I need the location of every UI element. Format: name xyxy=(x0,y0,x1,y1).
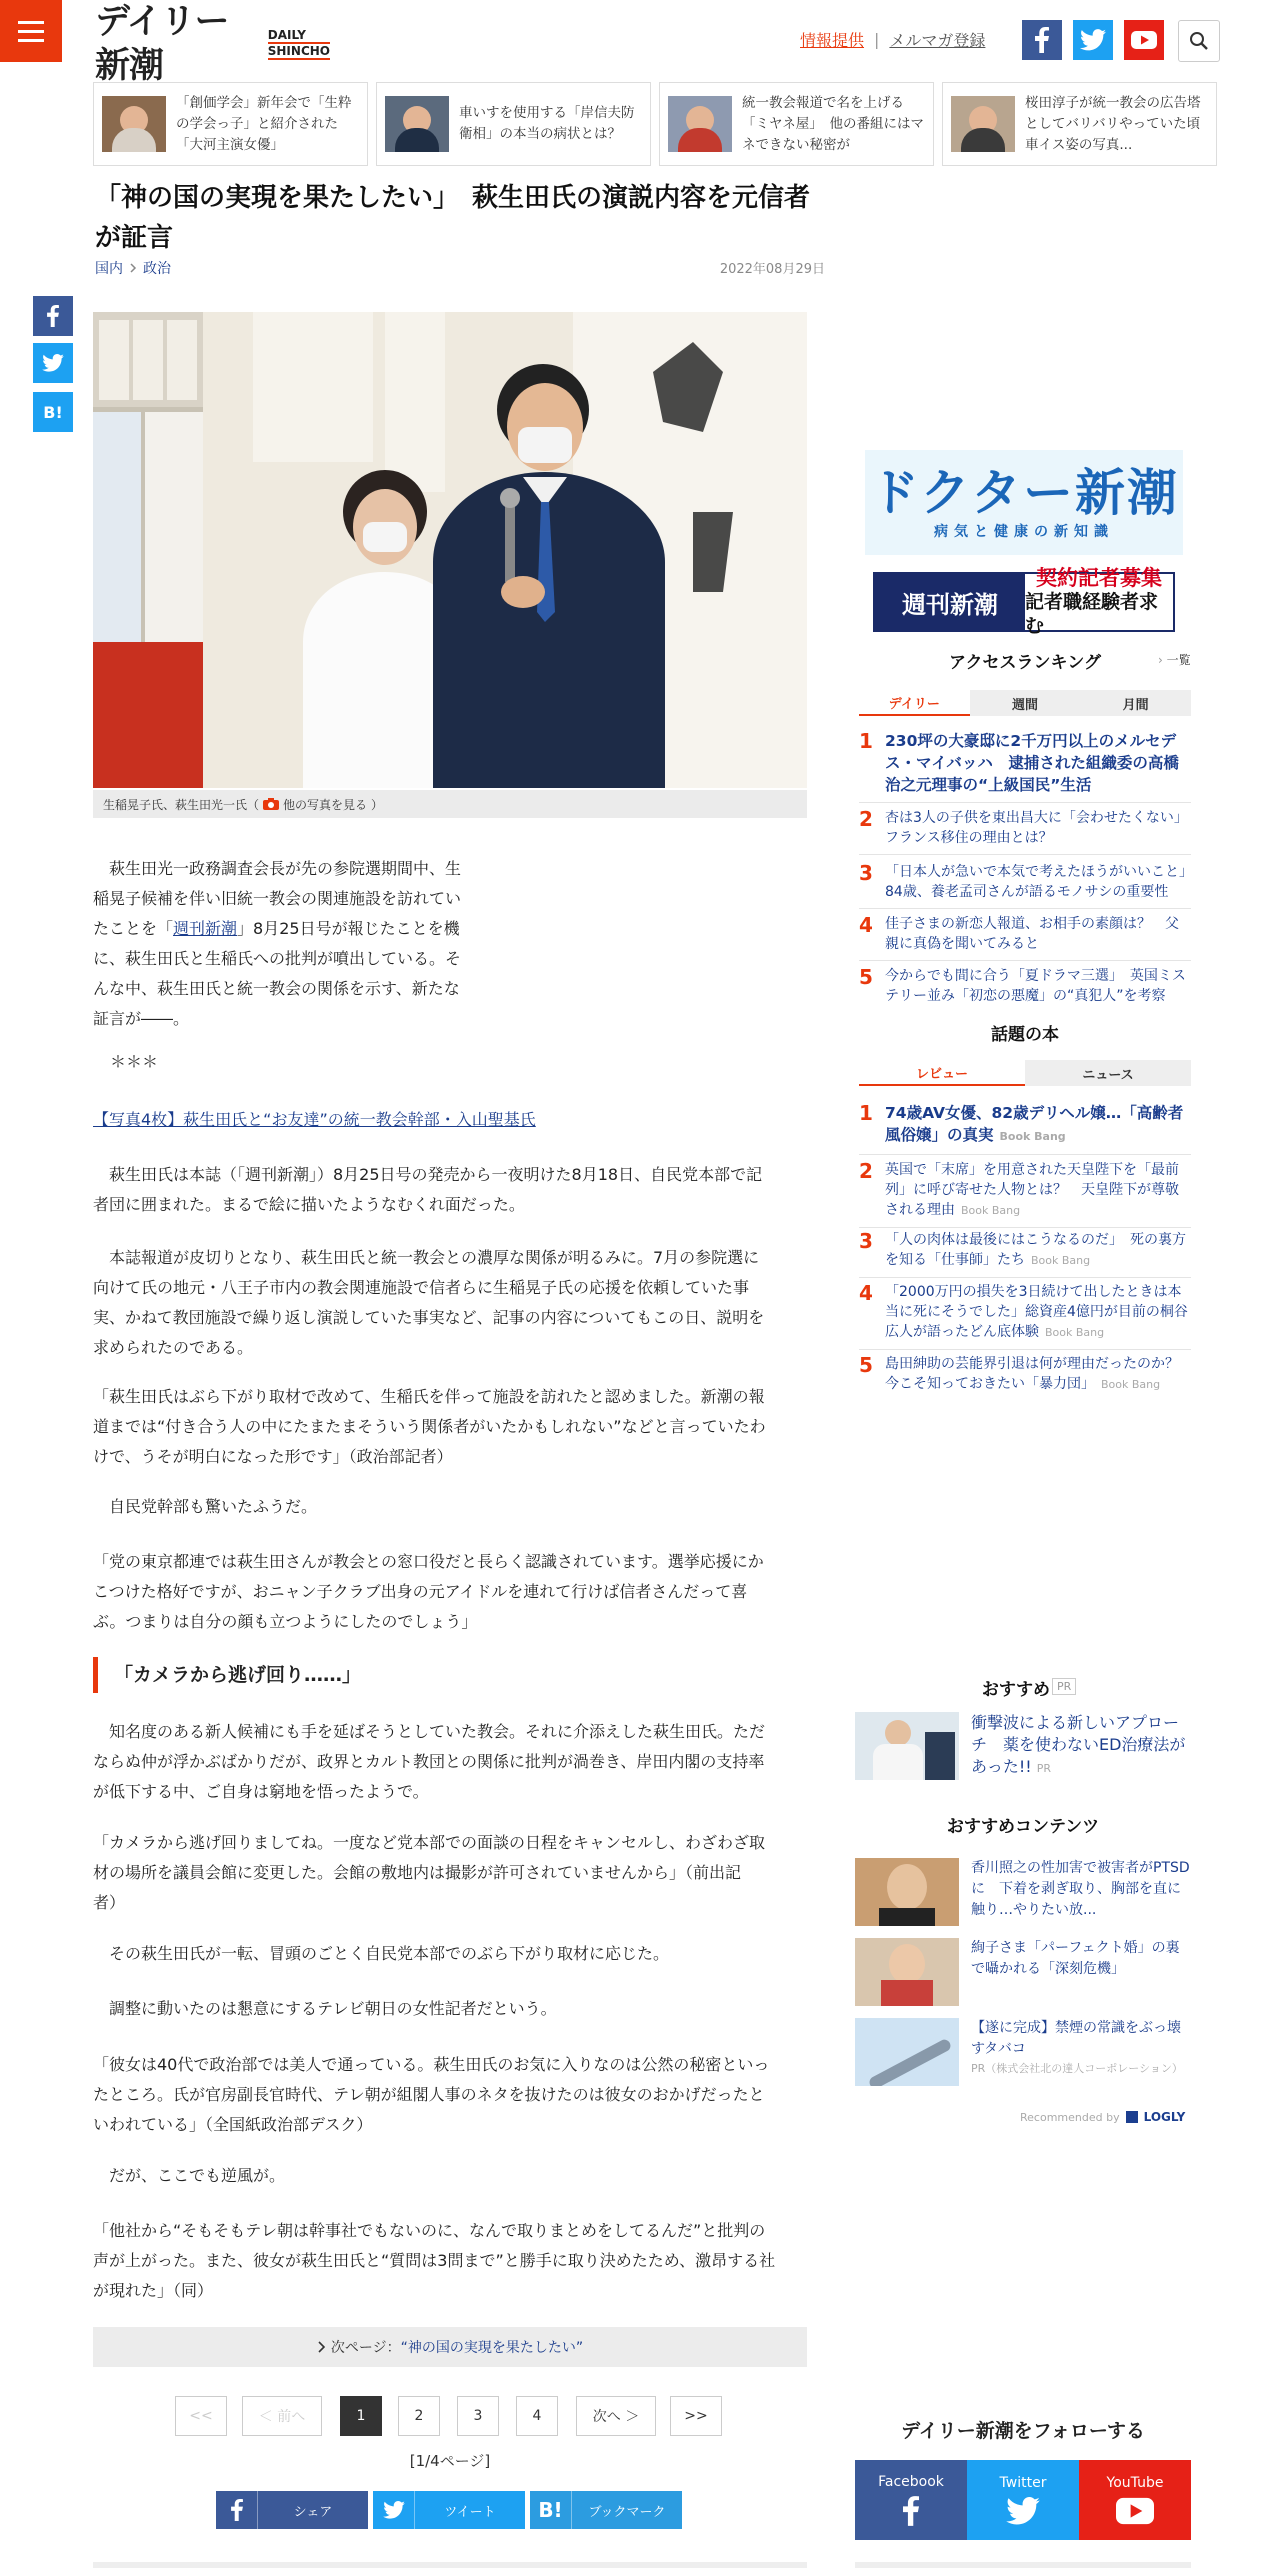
follow-youtube[interactable]: YouTube xyxy=(1079,2460,1191,2540)
ranking-tabs xyxy=(859,690,1191,716)
paragraph: だが、ここでも逆風が。 xyxy=(93,2166,286,2185)
search-icon[interactable] xyxy=(1178,20,1220,62)
pager-page-3[interactable]: 3 xyxy=(457,2396,499,2436)
hatena-bookmark-icon: B! xyxy=(530,2491,572,2529)
paragraph: 知名度のある新人候補にも手を延ばそうとしていた教会。それに介添えした萩生田氏。ただ ならぬ仲が浮かぶばかりだが、政界とカルト教団との関係に批判が渦巻き、岸田内閣の支持率 が低下する中、ご自身は窮地を悟ったようで。 xyxy=(93,1722,766,1801)
topic-item[interactable]: 4 「2000万円の損失を3日続けて出したときは本当に死にそうでした」総資産4億円が目前の桐谷広人が語ったどん底体験 Book Bang xyxy=(859,1282,1191,1350)
more-photos-link[interactable]: 他の写真を見る xyxy=(283,797,368,812)
recruit-banner[interactable]: 週刊新潮 契約記者募集 記者職経験者求む xyxy=(873,572,1175,632)
divider xyxy=(855,2562,1191,2568)
facebook-icon[interactable] xyxy=(1022,20,1062,60)
twitter-share-button[interactable]: ツイート xyxy=(373,2491,525,2529)
pager-page-1[interactable]: 1 xyxy=(340,2396,382,2436)
chevron-right-icon xyxy=(129,263,137,273)
content-thumbnail xyxy=(855,1858,959,1926)
follow-facebook[interactable]: Facebook xyxy=(855,2460,967,2540)
chevron-right-icon xyxy=(317,2341,325,2353)
logo-en: DAILY SHINCHO xyxy=(267,28,330,58)
content-item[interactable]: 【遂に完成】禁煙の常識をぶっ壊すタバコ PR（株式会社北の達人コーポレーション） xyxy=(855,2018,1191,2086)
content-item[interactable]: 絢子さま「パーフェクト婚」の裏で囁かれる「深刻危機」 xyxy=(855,1938,1191,2006)
twitter-share-icon[interactable] xyxy=(33,343,73,383)
related-article-card[interactable] xyxy=(93,82,368,166)
recommended-contents-title: おすすめコンテンツ xyxy=(946,1817,1100,1837)
topic-item[interactable]: 3 「人の肉体は最後にはこうなるのだ」 死の裏方を知る「仕事師」たち Book Bang xyxy=(859,1230,1191,1278)
facebook-share-button[interactable]: シェア xyxy=(216,2491,368,2529)
camera-icon xyxy=(263,798,279,810)
ranking-all-link[interactable]: › 一覧 xyxy=(1158,653,1191,667)
topic-item[interactable]: 5 島田紳助の芸能界引退は何が理由だったのか？ 今こそ知っておきたい「暴力団」 Book Bang xyxy=(859,1353,1193,1392)
recommended-ad[interactable]: 衝撃波による新しいアプローチ 薬を使わないED治療法があった!! PR xyxy=(855,1712,1191,1780)
related-article-card[interactable] xyxy=(659,82,934,166)
topic-item[interactable]: 2 英国で「末席」を用意された天皇陛下を「最前列」に呼び寄せた人物とは？ 天皇陛下が尊敬される理由 Book Bang xyxy=(859,1160,1191,1228)
quote-paragraph: 「彼女は40代で政治部では美人で通っている。萩生田氏のお気に入りなのは公然の秘密といっ たところ。氏が官房副長官時代、テレ朝が組閣人事のネタを抜けたのは彼女のおかげだったと いわれている」（全国紙政治部デスク） xyxy=(93,2055,770,2134)
mailmag-link[interactable]: メルマガ登録 xyxy=(889,31,986,50)
ranking-item[interactable]: 4 佳子さまの新恋人報道、お相手の素顔は？ 父親に真偽を聞いてみると xyxy=(859,914,1191,961)
ad-thumbnail xyxy=(855,1712,959,1780)
menu-button[interactable] xyxy=(0,0,62,62)
ranking-item[interactable]: 5 今からでも間に合う「夏ドラマ三選」 英国ミステリー並み「初恋の悪魔」の“真犯人”を考察 xyxy=(859,965,1186,1004)
topic-books-title: 話題の本 xyxy=(991,1025,1059,1045)
related-article-card[interactable] xyxy=(376,82,651,166)
youtube-icon[interactable] xyxy=(1124,20,1164,60)
ranking-item[interactable]: 2 杏は3人の子供を東出昌大に「会わせたくない」フランス移住の理由とは？ xyxy=(859,808,1191,855)
ranking-item[interactable]: 3 「日本人が急いで本気で考えたほうがいいこと」84歳、養老孟司さんが語るモノサシの重要性 xyxy=(859,862,1191,909)
logo-text: デイリー新潮 xyxy=(95,2,229,86)
logly-icon xyxy=(1126,2111,1138,2123)
tab-review[interactable]: レビュー xyxy=(859,1060,1025,1086)
pager-next[interactable]: 次へ ＞ xyxy=(576,2396,656,2436)
tab-daily[interactable]: デイリー xyxy=(859,690,970,716)
lead-paragraph: 萩生田光一政務調査会長が先の参院選期間中、生 稲晃子候補を伴い旧統一教会の関連施設を訪れてい たことを「週刊新潮」8月25日号が報じたことを機 に、萩生田氏と生稲氏への批判が噴出している。そ んな中、萩生田氏と統一教会の関係を示す、新たな 証言が――。 xyxy=(93,859,462,1028)
related-article-title: 「創価学会」新年会で「生粋の学会っ子」と紹介された「大河主演女優」 xyxy=(176,94,352,153)
page-info: [1/4ページ] xyxy=(409,2452,491,2470)
article-date: 2022年08月29日 xyxy=(719,262,825,277)
pager-page-2[interactable]: 2 xyxy=(398,2396,440,2436)
ranking-item[interactable]: 1 230坪の大豪邸に2千万円以上のメルセデス・マイバッハ 逮捕された組織委の高橋治之元理事の“上級国民”生活 xyxy=(859,730,1191,803)
breadcrumb-politics[interactable]: 政治 xyxy=(143,261,171,277)
follow-twitter[interactable]: Twitter xyxy=(967,2460,1079,2540)
section-heading: 「カメラから逃げ回り……」 xyxy=(93,1657,807,1693)
related-article-title: 桜田淳子が統一教会の広告塔としてバリバリやっていた頃 車イス姿の写真... xyxy=(1025,94,1214,153)
pager-last[interactable]: >> xyxy=(670,2396,722,2436)
photo-gallery-link[interactable]: 【写真4枚】萩生田氏と“お友達”の統一教会幹部・入山聖基氏 xyxy=(93,1110,536,1129)
thumbnail-image xyxy=(668,96,732,152)
content-item[interactable]: 香川照之の性加害で被害者がPTSDに 下着を剥ぎ取り、胸部を直に触り…やりたい放... xyxy=(855,1858,1191,1926)
content-thumbnail xyxy=(855,1938,959,2006)
quote-paragraph: 「党の東京都連では萩生田さんが教会との窓口役だと長らく認識されています。選挙応援にか こつけた格好ですが、おニャン子クラブ出身の元アイドルを連れて行けば信者さんだって喜 ぶ。つまりは自分の顔も立つようにしたのでしょう」 xyxy=(93,1552,764,1631)
photo-caption: 生稲晃子氏、萩生田光一氏（ 他の写真を見る ） xyxy=(93,790,807,818)
facebook-icon xyxy=(216,2491,258,2529)
tab-monthly[interactable]: 月間 xyxy=(1080,690,1191,716)
follow-title: デイリー新潮をフォローする xyxy=(901,2420,1145,2442)
hatena-bookmark-icon[interactable]: B! xyxy=(33,392,73,432)
paragraph: 自民党幹部も驚いたふうだ。 xyxy=(93,1497,318,1516)
header-links: 情報提供 | メルマガ登録 xyxy=(800,30,986,50)
article-title: 「神の国の実現を果たしたい」 萩生田氏の演説内容を元信者が証言 xyxy=(95,183,811,253)
topic-item[interactable]: 1 74歳AV女優、82歳デリヘル嬢…「高齢者風俗嬢」の真実 Book Bang xyxy=(859,1102,1191,1155)
hamburger-icon xyxy=(18,21,44,24)
article-photo[interactable] xyxy=(93,312,807,788)
topic-tabs xyxy=(859,1060,1191,1086)
recommended-by: Recommended by LOGLY xyxy=(1020,2110,1186,2124)
pager-prev[interactable]: ＜ 前へ xyxy=(242,2396,322,2436)
tab-news[interactable]: ニュース xyxy=(1025,1060,1191,1086)
thumbnail-image xyxy=(951,96,1015,152)
thumbnail-image xyxy=(102,96,166,152)
paragraph: 本誌報道が皮切りとなり、萩生田氏と統一教会との濃厚な関係が明るみに。7月の参院選に 向けて氏の地元・八王子市内の教会関連施設で信者らに生稲晃子氏の応援を依頼していた事 実、かねて教団施設で繰り返し演説していた事実など、記事の内容についてもこの日、説明を 求められたのである。 xyxy=(93,1248,765,1357)
breadcrumb-domestic[interactable]: 国内 xyxy=(95,261,123,277)
pr-badge: PR xyxy=(1052,1678,1076,1695)
hatena-bookmark-button[interactable]: B! ブックマーク xyxy=(530,2491,682,2529)
related-article-title: 車いすを使用する「岸信夫防衛相」の本当の病状とは？ xyxy=(459,105,635,142)
pager-first[interactable]: << xyxy=(175,2396,227,2436)
twitter-icon[interactable] xyxy=(1073,20,1113,60)
divider xyxy=(93,2562,807,2568)
twitter-icon xyxy=(373,2491,415,2529)
thumbnail-image xyxy=(385,96,449,152)
quote-paragraph: 「萩生田氏はぶら下がり取材で改めて、生稲氏を伴って施設を訪れたと認めました。新潮の報 道までは“付き合う人の中にたまたまそういう関係者がいたかもしれない”などと言っていたわ けで、うそが明白になった形です」（政治部記者） xyxy=(93,1387,766,1466)
osusume-title: おすすめ xyxy=(981,1680,1050,1700)
breadcrumb xyxy=(95,258,171,278)
facebook-icon xyxy=(903,2496,919,2526)
site-logo[interactable] xyxy=(95,2,330,86)
separator-stars: ＊＊＊ xyxy=(110,1052,159,1071)
pager-page-4[interactable]: 4 xyxy=(516,2396,558,2436)
youtube-icon xyxy=(1116,2497,1154,2525)
photo-gallery-link-wrap xyxy=(93,1105,536,1135)
doctor-shincho-banner[interactable]: ドクター新潮 病気と健康の新知識 xyxy=(865,450,1183,555)
quote-paragraph: 「カメラから逃げ回りましてね。一度など党本部での面談の日程をキャンセルし、わざわざ取 材の場所を議員会館に変更した。会館の敷地内は撮影が許可されていませんから」（前出記 者） xyxy=(93,1833,766,1912)
twitter-icon xyxy=(1006,2497,1040,2525)
related-article-title: 統一教会報道で名を上げる「ミヤネ屋」 他の番組にはマネできない秘密が xyxy=(742,94,924,153)
related-article-card[interactable] xyxy=(942,82,1217,166)
paragraph: その萩生田氏が一転、冒頭のごとく自民党本部でのぶら下がり取材に応じた。 xyxy=(93,1944,670,1963)
ranking-title: アクセスランキング xyxy=(949,653,1101,673)
paragraph: 萩生田氏は本誌（「週刊新潮」）8月25日号の発売から一夜明けた8月18日、自民党本部で記 者団に囲まれた。まるで絵に描いたようなむくれ面だった。 xyxy=(93,1165,763,1214)
tab-weekly[interactable]: 週間 xyxy=(970,690,1081,716)
facebook-share-icon[interactable] xyxy=(33,296,73,336)
shukan-shincho-link[interactable]: 週刊新潮 xyxy=(173,919,238,938)
paragraph: 調整に動いたのは懇意にするテレビ朝日の女性記者だという。 xyxy=(93,1999,557,2018)
next-page-link[interactable]: 次ページ： “神の国の実現を果たしたい” xyxy=(93,2327,807,2367)
quote-paragraph: 「他社から“そもそもテレ朝は幹事社でもないのに、なんで取りまとめをしてるんだ”と批判の 声が上がった。また、彼女が萩生田氏と“質問は3問まで”と勝手に取り決めたため、激昂する社 が現れた」（同） xyxy=(93,2221,776,2300)
content-thumbnail xyxy=(855,2018,959,2086)
info-link[interactable]: 情報提供 xyxy=(800,31,865,50)
